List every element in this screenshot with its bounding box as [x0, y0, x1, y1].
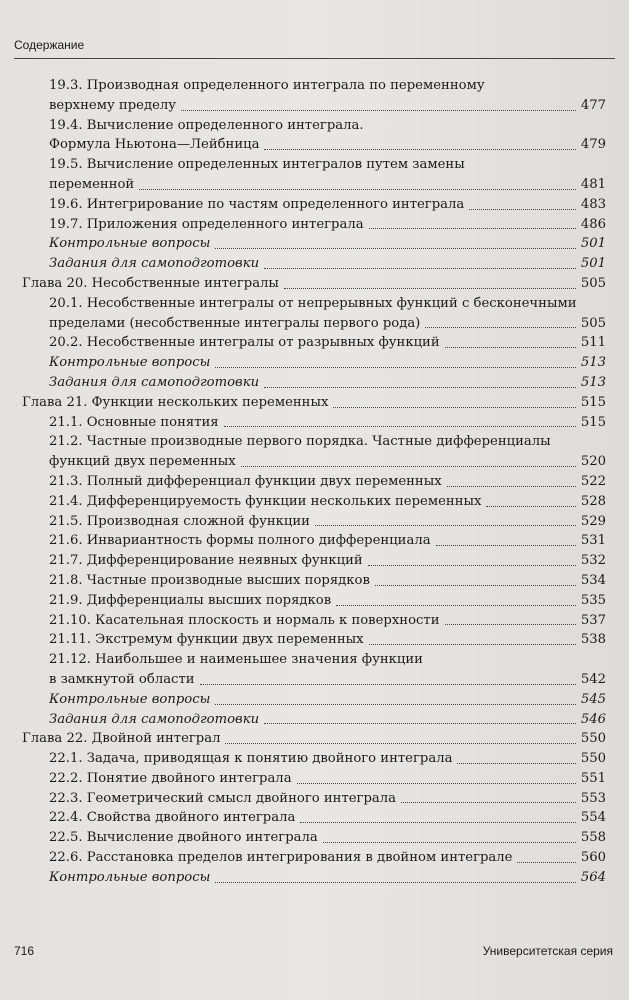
toc-page-number: 545 [580, 691, 606, 707]
dot-leader [369, 228, 576, 229]
dot-leader [300, 822, 576, 823]
toc-line: 21.10. Касательная плоскость и нормаль к поверхности [49, 612, 440, 628]
toc-section [0, 531, 629, 551]
toc-line: 20.1. Несобственные интегралы от непрерывных функций с бесконечными [49, 295, 577, 311]
toc-page-number: 532 [580, 553, 606, 569]
dot-leader [264, 268, 576, 269]
toc-section [0, 333, 629, 353]
dot-leader [264, 723, 576, 724]
header-rule [14, 58, 615, 59]
dot-leader [369, 644, 576, 645]
toc-chapter [0, 274, 629, 294]
dot-leader [200, 684, 576, 685]
toc-line: 21.3. Полный дифференциал функции двух переменных [49, 473, 442, 489]
toc-page-number: 538 [580, 632, 606, 648]
toc-section [0, 749, 629, 769]
dot-leader [323, 842, 576, 843]
toc-line: 19.6. Интегрирование по частям определенного интеграла [49, 196, 465, 212]
dot-leader [333, 407, 575, 408]
dot-leader [425, 327, 575, 328]
toc-line: Глава 21. Функции нескольких переменных [22, 394, 329, 410]
toc-line: Задания для самоподготовки [49, 374, 260, 390]
toc-line: 20.2. Несобственные интегралы от разрывных функций [49, 335, 440, 351]
toc-line: 21.8. Частные производные высших порядков [49, 572, 370, 588]
toc-line: Контрольные вопросы [49, 869, 211, 885]
toc-section [0, 808, 629, 828]
toc-extra-item [0, 353, 629, 373]
series-name: Университетская серия [482, 944, 613, 958]
dot-leader [215, 704, 575, 705]
toc-line: 21.5. Производная сложной функции [49, 513, 310, 529]
toc-section [0, 650, 629, 690]
toc-chapter [0, 729, 629, 749]
dot-leader [264, 387, 576, 388]
toc-page-number: 481 [580, 176, 606, 192]
dot-leader [139, 189, 576, 190]
dot-leader [264, 149, 575, 150]
dot-leader [447, 486, 576, 487]
toc-page-number: 564 [580, 869, 606, 885]
toc-line: 21.6. Инвариантность формы полного дифференциала [49, 533, 431, 549]
toc-section [0, 591, 629, 611]
toc-page-number: 529 [580, 513, 606, 529]
toc-section [0, 789, 629, 809]
toc-line: Контрольные вопросы [49, 691, 211, 707]
toc-line: 21.7. Дифференцирование неявных функций [49, 553, 363, 569]
toc-line: Контрольные вопросы [49, 236, 211, 252]
toc-line: 19.7. Приложения определенного интеграла [49, 216, 364, 232]
toc-line: 22.2. Понятие двойного интеграла [49, 770, 292, 786]
table-of-contents [0, 76, 629, 888]
toc-page-number: 554 [580, 810, 606, 826]
toc-section [0, 769, 629, 789]
toc-line: Глава 20. Несобственные интегралы [22, 275, 279, 291]
toc-extra-item [0, 690, 629, 710]
toc-page-number: 553 [580, 790, 606, 806]
dot-leader [241, 466, 576, 467]
toc-line: Контрольные вопросы [49, 355, 211, 371]
toc-chapter [0, 393, 629, 413]
dot-leader [401, 802, 576, 803]
toc-line: 21.1. Основные понятия [49, 414, 219, 430]
toc-line: 22.3. Геометрический смысл двойного интеграла [49, 790, 397, 806]
toc-page-number: 505 [580, 315, 606, 331]
toc-line: верхнему пределу [49, 97, 177, 113]
toc-line: пределами (несобственные интегралы первого рода) [49, 315, 421, 331]
toc-line: переменной [49, 176, 135, 192]
toc-line: Формула Ньютона—Лейбница [49, 137, 260, 153]
toc-page-number: 515 [580, 414, 606, 430]
toc-page-number: 542 [580, 671, 606, 687]
toc-line: 21.9. Дифференциалы высших порядков [49, 592, 332, 608]
toc-section [0, 611, 629, 631]
toc-section [0, 155, 629, 195]
toc-section [0, 413, 629, 433]
toc-line: 22.4. Свойства двойного интеграла [49, 810, 296, 826]
toc-page-number: 513 [580, 374, 606, 390]
toc-extra-item [0, 868, 629, 888]
toc-line: 21.2. Частные производные первого порядка. Частные дифференциалы [49, 434, 551, 450]
dot-leader [445, 347, 576, 348]
toc-page-number: 551 [580, 770, 606, 786]
dot-leader [517, 862, 575, 863]
toc-page-number: 511 [580, 335, 606, 351]
dot-leader [215, 367, 575, 368]
toc-page-number: 505 [580, 275, 606, 291]
toc-line: Задания для самоподготовки [49, 711, 260, 727]
toc-extra-item [0, 234, 629, 254]
toc-page-number: 535 [580, 592, 606, 608]
dot-leader [284, 288, 576, 289]
dot-leader [224, 426, 576, 427]
toc-page-number: 528 [580, 493, 606, 509]
toc-line: 21.12. Наибольшее и наименьшее значения функции [49, 652, 423, 668]
toc-page-number: 537 [580, 612, 606, 628]
toc-page-number: 550 [580, 751, 606, 767]
toc-line: Задания для самоподготовки [49, 256, 260, 272]
dot-leader [436, 545, 576, 546]
toc-page-number: 501 [580, 236, 606, 252]
page-number: 716 [14, 944, 35, 958]
toc-page-number: 483 [580, 196, 606, 212]
toc-line: 19.4. Вычисление определенного интеграла. [49, 117, 364, 133]
toc-extra-item [0, 373, 629, 393]
toc-line: 22.1. Задача, приводящая к понятию двойного интеграла [49, 751, 453, 767]
toc-page-number: 558 [580, 830, 606, 846]
toc-extra-item [0, 254, 629, 274]
dot-leader [469, 209, 576, 210]
toc-line: Глава 22. Двойной интеграл [22, 731, 221, 747]
toc-line: 19.3. Производная определенного интеграла по переменному [49, 78, 485, 93]
toc-section [0, 215, 629, 235]
dot-leader [336, 605, 576, 606]
toc-line: 22.6. Расстановка пределов интегрирования в двойном интеграле [49, 850, 513, 866]
toc-line: 19.5. Вычисление определенных интегралов путем замены [49, 157, 465, 173]
toc-page-number: 520 [580, 454, 606, 470]
dot-leader [315, 525, 576, 526]
toc-section [0, 828, 629, 848]
toc-section [0, 630, 629, 650]
toc-section [0, 432, 629, 472]
dot-leader [445, 624, 576, 625]
toc-section [0, 76, 629, 116]
toc-page-number: 479 [580, 137, 606, 153]
toc-section [0, 116, 629, 156]
toc-page-number: 515 [580, 394, 606, 410]
dot-leader [181, 110, 576, 111]
toc-extra-item [0, 710, 629, 730]
toc-section [0, 571, 629, 591]
toc-page-number: 560 [580, 850, 606, 866]
toc-section [0, 551, 629, 571]
toc-page-number: 534 [580, 572, 606, 588]
toc-page-number: 501 [580, 256, 606, 272]
toc-page-number: 477 [580, 97, 606, 113]
toc-page-number: 513 [580, 355, 606, 371]
toc-section [0, 492, 629, 512]
dot-leader [486, 506, 575, 507]
toc-page-number: 550 [580, 731, 606, 747]
dot-leader [457, 763, 575, 764]
toc-section [0, 848, 629, 868]
toc-section [0, 294, 629, 334]
toc-line: 21.11. Экстремум функции двух переменных [49, 632, 364, 648]
dot-leader [215, 882, 575, 883]
toc-section [0, 195, 629, 215]
toc-page-number: 546 [580, 711, 606, 727]
dot-leader [368, 565, 576, 566]
toc-page-number: 531 [580, 533, 606, 549]
dot-leader [215, 248, 575, 249]
toc-line: 22.5. Вычисление двойного интеграла [49, 830, 318, 846]
toc-section [0, 472, 629, 492]
running-header: Содержание [14, 38, 85, 52]
toc-line: функций двух переменных [49, 454, 236, 470]
dot-leader [375, 585, 576, 586]
toc-section [0, 512, 629, 532]
toc-page-number: 486 [580, 216, 606, 232]
dot-leader [297, 783, 576, 784]
toc-line: 21.4. Дифференцируемость функции нескольких переменных [49, 493, 482, 509]
toc-page-number: 522 [580, 473, 606, 489]
dot-leader [225, 743, 575, 744]
toc-line: в замкнутой области [49, 671, 195, 687]
